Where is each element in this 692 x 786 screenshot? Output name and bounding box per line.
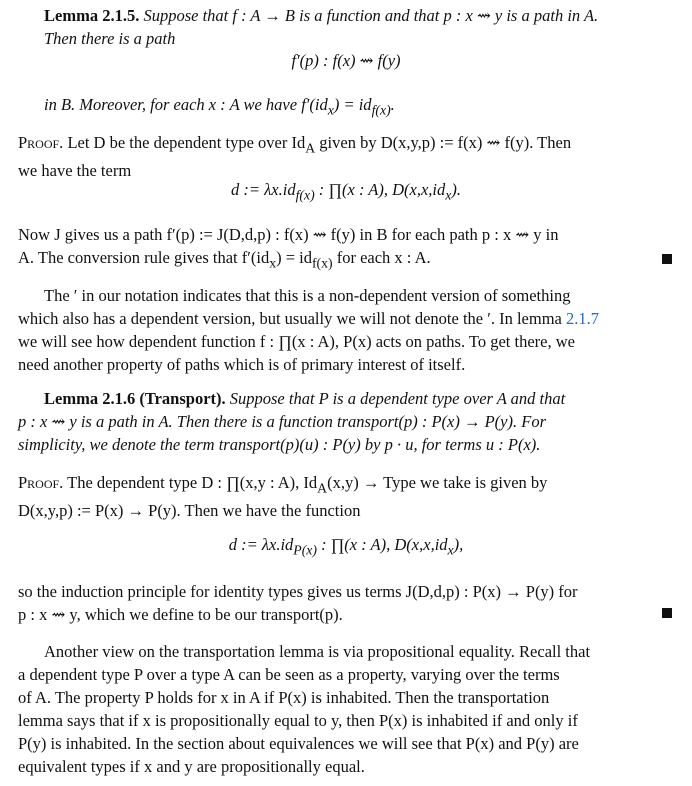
lemma-2-1-5-conclusion — [18, 93, 674, 121]
proof-2-1-5-line2: we have the term — [18, 161, 132, 181]
proof-2-1-5-line4-tail: for each x : A. — [332, 248, 431, 267]
qed-square — [662, 254, 672, 264]
lemma-2-1-5-line3-end: . — [390, 95, 395, 114]
paragraph-prime-line2-text: which also has a dependent version, but usually we will not denote the ′. In lemma — [18, 309, 566, 328]
display-d-tail: : ∏(x : A), D(x,x,id — [316, 535, 448, 554]
proof-label: Proof. — [18, 133, 64, 152]
lemma-2-1-5-title: Lemma 2.1.5. — [44, 6, 140, 25]
lemma-2-1-6-text1: Suppose that P is a dependent type over A and that — [229, 389, 566, 408]
proof-2-1-5-line4 — [18, 246, 674, 274]
proof-2-1-5-text1: Let D be the dependent type over Id — [67, 133, 306, 152]
paragraph-transport — [18, 640, 674, 778]
sub-Px: P(x) — [293, 542, 317, 558]
sub-A: A — [317, 480, 328, 496]
lemma-reference-link[interactable]: 2.1.7 — [565, 309, 599, 328]
proof-2-1-6-line2: D(x,y,p) := P(x) → P(y). Then we have the function — [18, 501, 361, 521]
lemma-2-1-5-line2: Then there is a path — [44, 29, 176, 48]
sub-x: x — [445, 187, 452, 203]
proof-2-1-6-line1 — [18, 471, 674, 499]
paragraph-transport-line2: a dependent type P over a type A can be seen as a property, varying over the terms — [18, 665, 560, 684]
lemma-2-1-5-line3 — [18, 93, 674, 121]
sub-fx: f(x) — [295, 187, 315, 203]
proof-2-1-5-text1-tail: given by D(x,y,p) := f(x) ⇝ f(y). Then — [315, 133, 572, 152]
sub-x: x — [447, 542, 454, 558]
proof-2-1-6-text1-tail: (x,y) → Type we take is given by — [327, 473, 548, 492]
sub-fx: f(x) — [311, 255, 333, 271]
display-d: d := λx.id — [228, 535, 294, 554]
paragraph-prime-line3: we will see how dependent function f : ∏(x : A), P(x) acts on paths. To get there, we — [18, 332, 575, 351]
proof-2-1-5-line3: Now J gives us a path f′(p) := J(D,d,p) : f(x) ⇝ f(y) in B for each path p : x ⇝ y in — [18, 225, 559, 244]
proof-2-1-5-cont — [18, 223, 674, 274]
proof-2-1-6-display — [0, 533, 692, 562]
paragraph-prime — [18, 284, 674, 376]
proof-2-1-5-line1 — [18, 131, 674, 159]
proof-2-1-6-line3: so the induction principle for identity types gives us terms J(D,d,p) : P(x) → P(y) for — [18, 582, 578, 601]
proof-2-1-6-text1: The dependent type D : ∏(x,y : A), Id — [67, 473, 318, 492]
sub-x: x — [269, 255, 277, 271]
display-d-end: ), — [453, 535, 464, 554]
lemma-2-1-5 — [18, 4, 674, 50]
proof-2-1-6-line4: p : x ⇝ y, which we define to be our transport(p). — [18, 605, 343, 624]
lemma-2-1-5-line1 — [18, 4, 674, 27]
paragraph-transport-line3: of A. The property P holds for x in A if P(x) is inhabited. Then the transportation — [18, 688, 550, 707]
display-d-tail: : ∏(x : A), D(x,x,id — [314, 180, 446, 199]
lemma-2-1-5-text1: Suppose that f : A → B is a function and that p : x ⇝ y is a path in A. — [143, 6, 599, 25]
proof-2-1-5-display — [0, 178, 692, 207]
proof-2-1-5 — [18, 131, 674, 182]
sub-A: A — [305, 140, 316, 156]
paragraph-prime-line1: The ′ in our notation indicates that this is a non-dependent version of something — [44, 286, 571, 305]
sub-x: x — [327, 102, 334, 118]
paragraph-prime-line2 — [18, 307, 674, 330]
display-d: d := λx.id — [231, 180, 296, 199]
proof-2-1-6 — [18, 471, 674, 522]
proof-2-1-5-line4-mid: ) = id — [276, 248, 312, 267]
lemma-2-1-5-line3-text: in B. Moreover, for each x : A we have f′(id — [44, 95, 328, 114]
lemma-2-1-5-display: f′(p) : f(x) ⇝ f(y) — [291, 51, 401, 70]
lemma-2-1-6-title: Lemma 2.1.6 (Transport). — [44, 389, 226, 408]
lemma-2-1-6-line3: simplicity, we denote the term transport(p)(u) : P(y) by p · u, for terms u : P(x). — [18, 435, 541, 454]
lemma-2-1-6-line2: p : x ⇝ y is a path in A. Then there is a function transport(p) : P(x) → P(y). For — [18, 412, 546, 431]
paragraph-transport-line6: equivalent types if x and y are propositionally equal. — [18, 757, 365, 776]
proof-2-1-6-cont — [18, 580, 674, 626]
qed-square — [662, 608, 672, 618]
proof-label: Proof. — [18, 473, 64, 492]
paragraph-prime-line4: need another property of paths which is of primary interest of itself. — [18, 355, 466, 374]
sub-fx: f(x) — [371, 102, 391, 118]
lemma-2-1-5-line3-tail: ) = id — [333, 95, 372, 114]
lemma-2-1-6-line1 — [18, 387, 674, 410]
paragraph-transport-line4: lemma says that if x is propositionally equal to y, then P(x) is inhabited if and only if — [18, 711, 578, 730]
display-d-end: ). — [451, 180, 461, 199]
lemma-2-1-6 — [18, 387, 674, 456]
paragraph-transport-line1: Another view on the transportation lemma is via propositional equality. Recall that — [44, 642, 591, 661]
paragraph-transport-line5: P(y) is inhabited. In the section about equivalences we will see that P(x) and P(y) are — [18, 734, 579, 753]
proof-2-1-5-line4-text: A. The conversion rule gives that f′(id — [18, 248, 270, 267]
